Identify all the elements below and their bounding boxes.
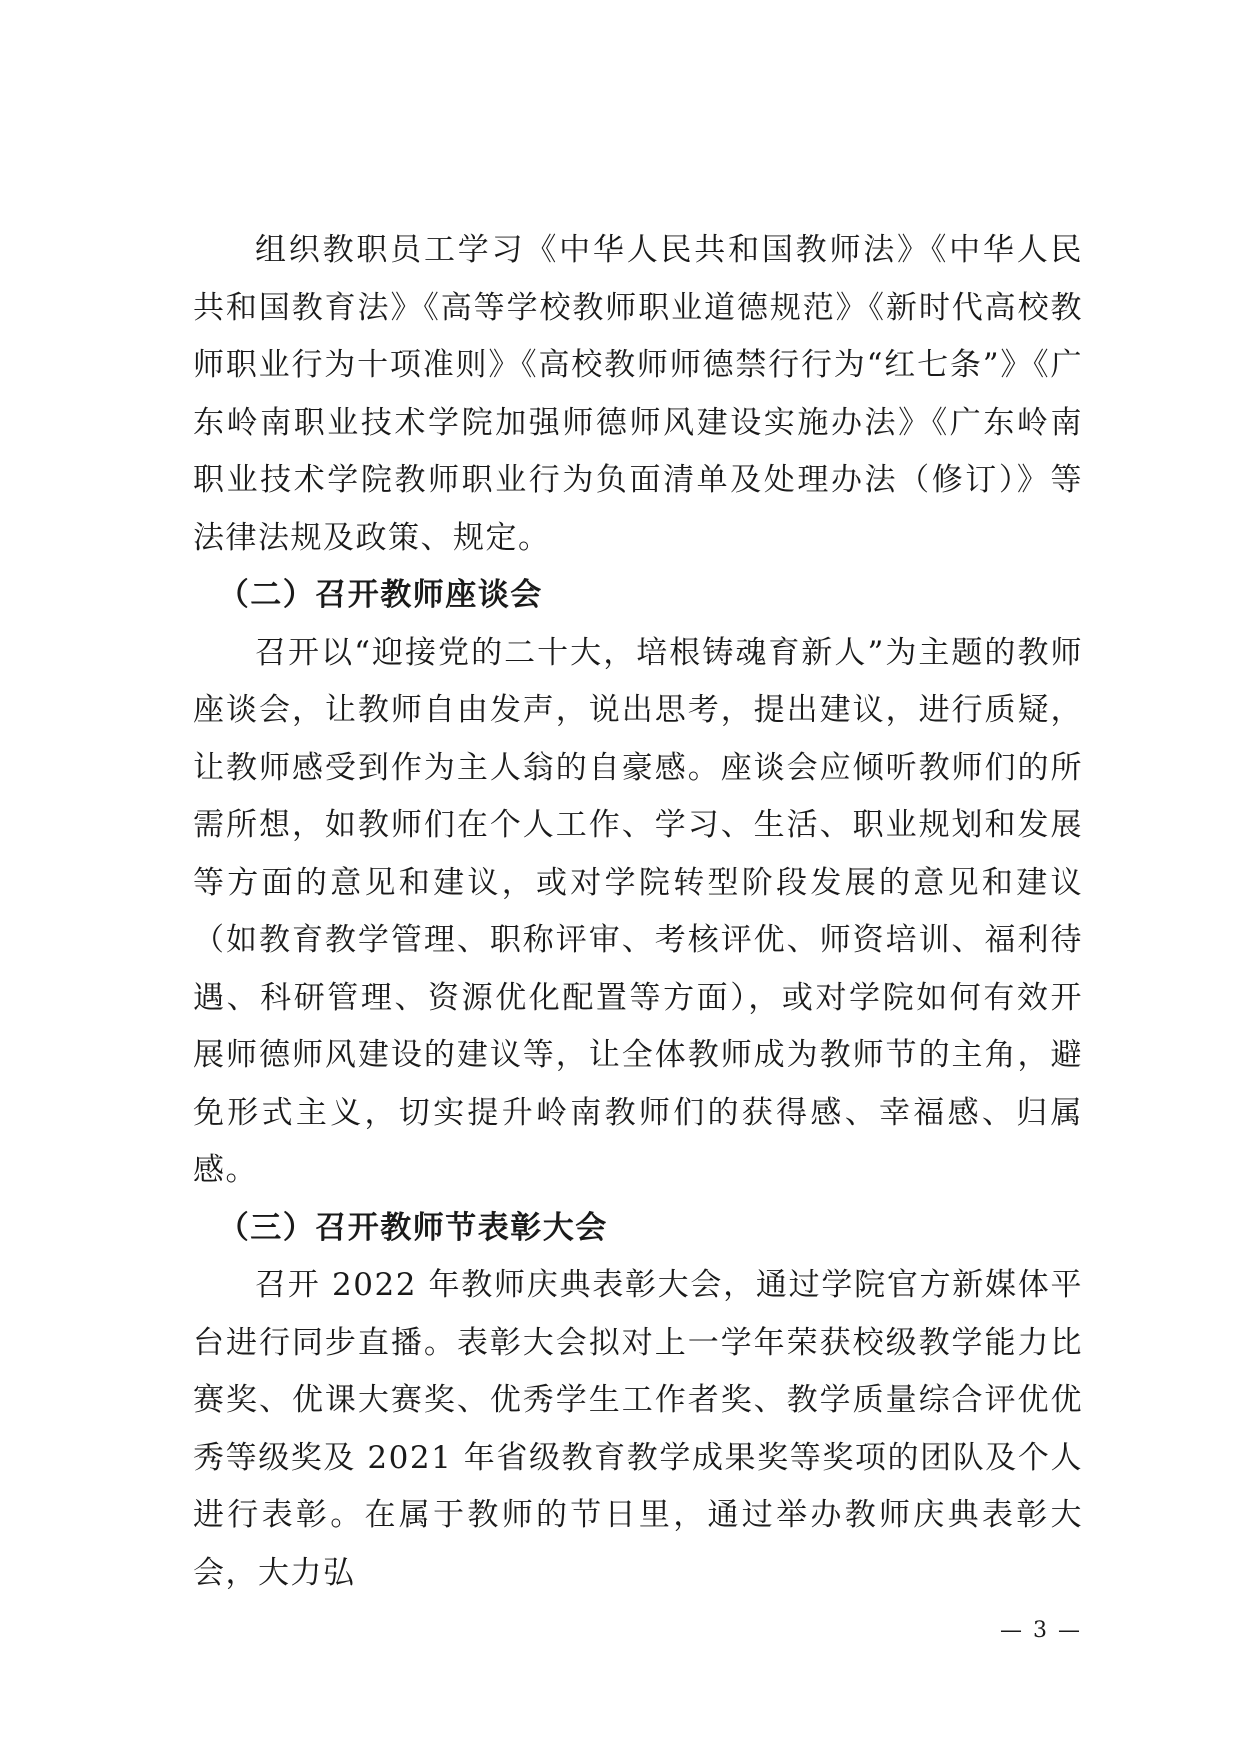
section-heading-commendation-conference: （三）召开教师节表彰大会 — [217, 1209, 608, 1246]
paragraph-study-laws: 组织教职员工学习《中华人民共和国教师法》《中华人民共和国教育法》《高等学校教师职业道德规范》《新时代高校教师职业行为十项准则》《高校教师师德禁行行为“红七条”》《广东岭南职业技术学院加强师德师风建设实施办法》《广东岭南职业技术学院教师职业行为负面清单及处理办法（修订）》等法律法规及政策、规定。 — [193, 232, 1083, 556]
paragraph-commendation-conference: 召开 2022 年教师庆典表彰大会，通过学院官方新媒体平台进行同步直播。表彰大会拟对上一学年荣获校级教学能力比赛奖、优课大赛奖、优秀学生工作者奖、教学质量综合评优优秀等级奖及 2021 年省级教育教学成果奖等奖项的团队及个人进行表彰。在属于教师的节日里，通过举办教师庆典表彰大会，大力弘 — [193, 1267, 1083, 1591]
paragraph-teacher-symposium: 召开以“迎接党的二十大，培根铸魂育新人”为主题的教师座谈会，让教师自由发声，说出思考，提出建议，进行质疑，让教师感受到作为主人翁的自豪感。座谈会应倾听教师们的所需所想，如教师们在个人工作、学习、生活、职业规划和发展等方面的意见和建议，或对学院转型阶段发展的意见和建议（如教育教学管理、职称评审、考核评优、师资培训、福利待遇、科研管理、资源优化配置等方面），或对学院如何有效开展师德师风建设的建议等，让全体教师成为教师节的主角，避免形式主义，切实提升岭南教师们的获得感、幸福感、归属感。 — [193, 634, 1083, 1188]
page-number: — 3 — — [1000, 1618, 1082, 1643]
section-heading-teacher-symposium: （二）召开教师座谈会 — [217, 577, 543, 613]
document-body — [193, 222, 1083, 1602]
